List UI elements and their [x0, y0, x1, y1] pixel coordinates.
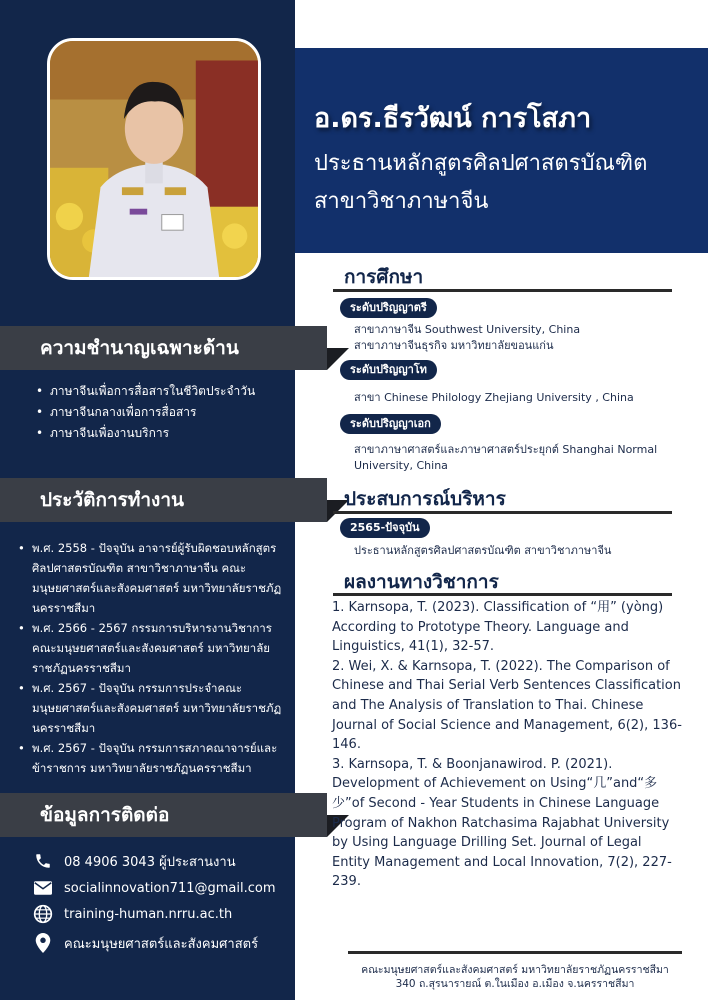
footer-address-line2: 340 ถ.สุรนารายณ์ ต.ในเมือง อ.เมือง จ.นครราชสีมา [395, 978, 635, 990]
contact-heading: ข้อมูลการติดต่อ [0, 793, 327, 837]
work-history-heading: ประวัติการทำงาน [0, 478, 327, 522]
contact-location-row [32, 931, 258, 955]
expertise-list [36, 381, 255, 444]
footer-divider [348, 951, 682, 954]
work-history-item: • พ.ศ. 2567 - ปัจจุบัน กรรมการสภาคณาจารย์และข้าราชการ มหาวิทยาลัยราชภัฏนครราชสีมา [18, 738, 290, 778]
education-heading: การศึกษา [344, 266, 424, 288]
work-history-list [18, 538, 290, 778]
doctoral-line1: สาขาภาษาศาสตร์และภาษาศาสตร์ประยุกต์ Shanghai Normal [354, 443, 658, 456]
role-title-line2: สาขาวิชาภาษาจีน [314, 189, 489, 214]
work-history-item: • พ.ศ. 2566 - 2567 กรรมการบริหารงานวิชาการ คณะมนุษยศาสตร์และสังคมศาสตร์ มหาวิทยาลัยราชภัฏนครราชสีมา [18, 618, 290, 678]
contact-phone: 08 4906 3043 ผู้ประสานงาน [64, 854, 236, 870]
location-pin-icon [32, 932, 54, 954]
expertise-heading: ความชำนาญเฉพาะด้าน [0, 326, 327, 370]
expertise-item: • ภาษาจีนเพื่องานบริการ [36, 423, 255, 444]
doctoral-line2: University, China [354, 459, 448, 472]
publication-item: 1. Karnsopa, T. (2023). Classification of “用” (yòng) According to Prototype Theory. Language and Linguistics, 41(1), 32-57. [332, 600, 664, 655]
admin-period-badge: 2565-ปัจจุบัน [340, 518, 430, 538]
bachelor-badge: ระดับปริญญาตรี [340, 298, 437, 318]
contact-website[interactable]: training-human.nrru.ac.th [64, 906, 233, 922]
admin-divider [333, 511, 672, 514]
education-divider [333, 289, 672, 292]
publications-heading: ผลงานทางวิชาการ [344, 571, 499, 593]
work-history-item: • พ.ศ. 2558 - ปัจจุบัน อาจารย์ผู้รับผิดชอบหลักสูตรศิลปศาสตรบัณฑิต สาขาวิชาภาษาจีน คณะมนุษยศาสตร์และสังคมศาสตร์ มหาวิทยาลัยราชภัฏนครราชสีมา [18, 538, 290, 618]
contact-website-row [32, 902, 232, 926]
profile-photo [47, 38, 261, 280]
mail-icon [32, 877, 54, 899]
expertise-item: • ภาษาจีนเพื่อการสื่อสารในชีวิตประจำวัน [36, 381, 255, 402]
contact-email-row [32, 876, 276, 900]
master-badge: ระดับปริญญาโท [340, 360, 437, 380]
phone-icon [32, 850, 54, 872]
admin-experience-heading: ประสบการณ์บริหาร [344, 488, 506, 510]
expertise-item: • ภาษาจีนกลางเพื่อการสื่อสาร [36, 402, 255, 423]
doctoral-badge: ระดับปริญญาเอก [340, 414, 441, 434]
portrait-illustration [50, 41, 258, 277]
work-history-item: • พ.ศ. 2567 - ปัจจุบัน กรรมการประจำคณะมนุษยศาสตร์และสังคมศาสตร์ มหาวิทยาลัยราชภัฏนครราชสีมา [18, 678, 290, 738]
contact-email[interactable]: socialinnovation711@gmail.com [64, 880, 276, 896]
publication-item: 3. Karnsopa, T. & Boonjanawirod. P. (2021). Development of Achievement on Using“几”and“多少”of Second - Year Students in Chinese Language Program of Nakhon Ratchasima Rajabhat University by Using Language Drilling Set. Journal of Legal Entity Management and Local Innovation, 7(2), 227-239. [332, 756, 672, 890]
publications-list [332, 598, 682, 892]
publications-divider [333, 593, 672, 596]
role-title-line1: ประธานหลักสูตรศิลปศาสตรบัณฑิต [314, 151, 648, 176]
contact-phone-row [32, 849, 236, 873]
contact-location: คณะมนุษยศาสตร์และสังคมศาสตร์ [64, 936, 259, 952]
footer-address-line1: คณะมนุษยศาสตร์และสังคมศาสตร์ มหาวิทยาลัยราชภัฏนครราชสีมา [361, 964, 669, 976]
bachelor-line1: สาขาภาษาจีน Southwest University, China [354, 323, 581, 336]
master-line1: สาขา Chinese Philology Zhejiang University , China [354, 391, 634, 404]
admin-detail: ประธานหลักสูตรศิลปศาสตรบัณฑิต สาขาวิชาภาษาจีน [354, 544, 612, 557]
globe-icon [32, 903, 54, 925]
person-name: อ.ดร.ธีรวัฒน์ การโสภา [314, 103, 592, 134]
bachelor-line2: สาขาภาษาจีนธุรกิจ มหาวิทยาลัยขอนแก่น [354, 339, 554, 352]
publication-item: 2. Wei, X. & Karnsopa, T. (2022). The Comparison of Chinese and Thai Serial Verb Sentences Classification and The Analysis of Translation to Thai. Chinese Journal of Social Science and Management, 6(2), 136-146. [332, 658, 682, 753]
